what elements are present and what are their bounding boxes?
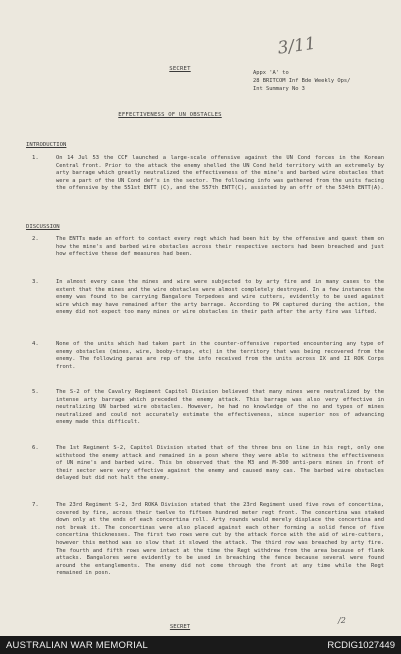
handwritten-annotation: 3/11 [276, 33, 317, 59]
appendix-line: Appx 'A' to [253, 70, 289, 76]
document-title: EFFECTIVENESS OF UN OBSTACLES [118, 112, 222, 118]
paragraph-number: 5. [32, 389, 39, 395]
paragraph-text: In almost every case the mines and wire were subjected to by arty fire and in many cases to the extent that the mines and the wire obstacles were almost completely destroyed. In a few instances the enemy was found to be carrying Bangalore Torpedoes and wire cutters, evidently to be used against wire which may have remained after the arty barrage. According to PW captured during the action, the enemy did not expect too many mines or wire obstacles in their path after the arty fire was lifted. [56, 279, 384, 316]
appendix-line: 28 BRITCOM Inf Bde Weekly Ops/ [253, 78, 351, 85]
paragraph-number: 7. [32, 502, 39, 508]
paragraph-4 [32, 341, 384, 371]
section-heading-discussion: DISCUSSION [26, 224, 60, 230]
paragraph-text: None of the units which had taken part in the counter-offensive reported encountering any type of enemy obstacles (mines, wire, booby-traps, etc) in the territory that was being recovered from the enemy. The following paras are rep of the info received from the units across IX and II ROK Corps front. [56, 341, 384, 370]
paragraph-number: 1. [32, 155, 39, 161]
paragraph-number: 3. [32, 279, 39, 285]
paragraph-3 [32, 279, 384, 317]
record-id: RCDIG1027449 [327, 640, 395, 651]
classification-top: SECRET [169, 66, 191, 72]
section-heading-introduction: INTRODUCTION [26, 142, 67, 148]
paragraph-text: The S-2 of the Cavalry Regiment Capitol Division believed that many mines were neutralized by the intense arty barrage which preceded the enemy attack. This barrage was also very effective in neutralizing UN barbed wire obstacles. However, he had no knowledge of the no and types of mines neutralized and could not accurately estimate the effectiveness, since superior nos of advancing enemy made this difficult. [56, 389, 384, 426]
paragraph-text: The 1st Regiment S-2, Capitol Division stated that of the three bns on line in his regt, only one withstood the enemy attack and remained in a posn where they were able to witness the effectiveness of UN mine's and barbed wire. This bn observed that the M3 and M-300 anti-pers mines in front of their sector were very effective against the enemy and caused many cas. The barbed wire obstacles delayed but did not halt the enemy. [56, 445, 384, 482]
paragraph-text: The ENTTs made an effort to contact every regt which had been hit by the offensive and quest them on how the mine's and barbed wire obstacles across their respective sectors had been breached and just how effective these def measures had been. [56, 236, 384, 258]
paragraph-2 [32, 236, 384, 259]
archive-footer [0, 636, 401, 654]
paragraph-7 [32, 502, 384, 578]
paragraph-6 [32, 445, 384, 483]
appendix-reference [253, 69, 393, 94]
paragraph-number: 6. [32, 445, 39, 451]
paragraph-number: 2. [32, 236, 39, 242]
classification-bottom: SECRET [169, 624, 191, 630]
appendix-line: Int Summary No 3 [253, 86, 305, 93]
paragraph-5 [32, 389, 384, 427]
paragraph-1 [32, 155, 384, 193]
paragraph-text: On 14 Jul 53 the CCF launched a large-scale offensive against the UN Cond forces in the Korean Central front. Prior to the attack the enemy shelled the UN Cond held territory with an extremely by arty barrage which greatly neutralized the effectiveness of the mine's and barbed wire obstacles that were a part of the UN Cond def's in the sector. The following info was gathered from the units facing the offensive by the 551st ENTT (C), and the 557th ENTT(C), assisted by an offr of the 534th ENTT(A). [56, 155, 384, 192]
institution-name: AUSTRALIAN WAR MEMORIAL [6, 640, 149, 651]
paragraph-text: The 23rd Regiment S-2, 3rd ROKA Division stated that the 23rd Regiment used five rows of concertina, covered by fire, across their twelve to fifteen hundred meter regt front. The concertina was staked down only at the ends of each concertina roll. Arty rounds would merely displace the concertina and not break it. The concertinas were also placed against each other forming a solid fence of five concertina thicknesses. The first two rows were cut by the attack force with the aid of wire-cutters, however this method was so slow that it slowed the attack. The third row was breached by arty fire. The fourth and fifth rows were intact at the time the Regt withdrew from the area because of flank attacks. Bangalores were evidently to be used in breaching the fence because several were found around the entanglements. The enemy did not come through the front at any time while the Regt remained in posn. [56, 502, 384, 577]
continuation-mark: /2 [338, 616, 346, 625]
paragraph-number: 4. [32, 341, 39, 347]
